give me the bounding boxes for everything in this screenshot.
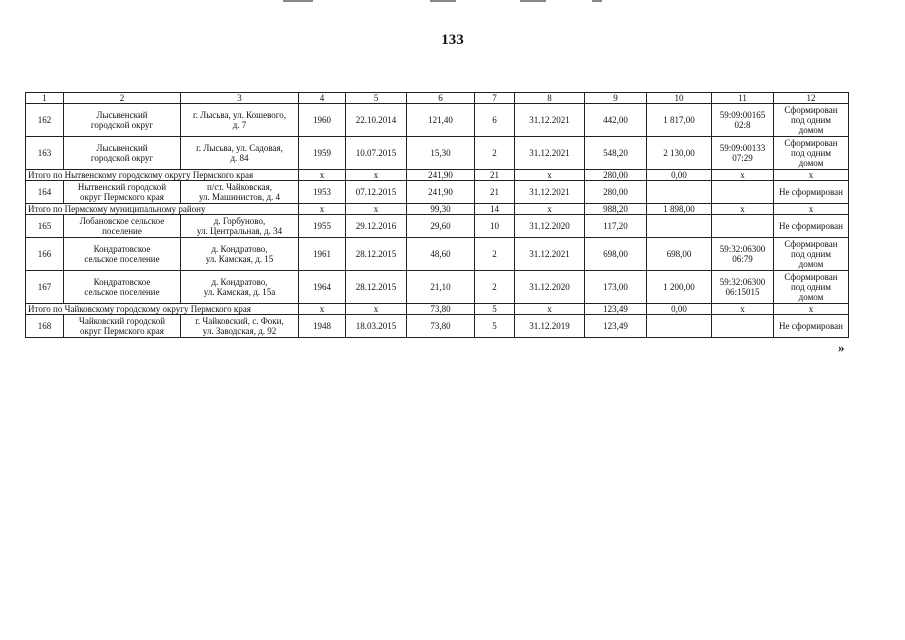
table-cell: 280,00 — [585, 181, 647, 204]
table-cell: 241,90 — [407, 181, 475, 204]
table-cell: 1948 — [299, 315, 346, 338]
column-number-cell: 7 — [475, 93, 515, 104]
table-cell: 121,40 — [407, 104, 475, 137]
column-number-row — [26, 93, 849, 104]
table-cell: 548,20 — [585, 137, 647, 170]
table-cell: 1953 — [299, 181, 346, 204]
subtotal-cell: 241,90 — [407, 170, 475, 181]
subtotal-cell: x — [515, 304, 585, 315]
table-cell: 22.10.2014 — [346, 104, 407, 137]
table-cell: Сформирован под одним домом — [774, 104, 849, 137]
table-cell: 1959 — [299, 137, 346, 170]
table-cell: 10 — [475, 215, 515, 238]
table-cell: 21,10 — [407, 271, 475, 304]
subtotal-cell: x — [299, 204, 346, 215]
table-cell: г. Чайковский, с. Фоки, ул. Заводская, д. 92 — [181, 315, 299, 338]
table-row — [26, 181, 849, 204]
subtotal-cell: x — [515, 170, 585, 181]
subtotal-cell: 123,49 — [585, 304, 647, 315]
table-cell: 10.07.2015 — [346, 137, 407, 170]
table-cell: 1 200,00 — [647, 271, 712, 304]
table-cell: 31.12.2021 — [515, 104, 585, 137]
table-cell — [712, 215, 774, 238]
subtotal-cell: 0,00 — [647, 304, 712, 315]
subtotal-label: Итого по Пермскому муниципальному району — [26, 204, 299, 215]
column-number-cell: 6 — [407, 93, 475, 104]
subtotal-cell: x — [712, 304, 774, 315]
table-cell: п/ст. Чайковская, ул. Машинистов, д. 4 — [181, 181, 299, 204]
column-number-cell: 4 — [299, 93, 346, 104]
subtotal-cell: x — [774, 170, 849, 181]
table-row — [26, 238, 849, 271]
table-cell: 21 — [475, 181, 515, 204]
table-cell: 29.12.2016 — [346, 215, 407, 238]
subtotal-cell: 21 — [475, 170, 515, 181]
table-cell — [647, 315, 712, 338]
subtotal-cell: x — [712, 204, 774, 215]
table-cell: 173,00 — [585, 271, 647, 304]
table-row — [26, 315, 849, 338]
table-cell: 2 — [475, 238, 515, 271]
table-cell: Лысьвенский городской округ — [64, 137, 181, 170]
subtotal-cell: 14 — [475, 204, 515, 215]
page-number: 133 — [441, 32, 464, 48]
table-cell — [712, 181, 774, 204]
subtotal-cell: x — [299, 304, 346, 315]
scan-artifact-2 — [430, 0, 456, 2]
table-cell: Сформирован под одним домом — [774, 271, 849, 304]
register-table-body — [26, 93, 849, 338]
table-cell: Чайковский городской округ Пермского края — [64, 315, 181, 338]
table-cell: 18.03.2015 — [346, 315, 407, 338]
column-number-cell: 5 — [346, 93, 407, 104]
table-cell: Не сформирован — [774, 181, 849, 204]
table-cell: 168 — [26, 315, 64, 338]
table-cell: 28.12.2015 — [346, 238, 407, 271]
scan-artifact-4 — [592, 0, 602, 2]
table-cell: 1964 — [299, 271, 346, 304]
table-cell: г. Лысьва, ул. Кошевого, д. 7 — [181, 104, 299, 137]
subtotal-cell: 0,00 — [647, 170, 712, 181]
table-cell: 162 — [26, 104, 64, 137]
table-cell: Сформирован под одним домом — [774, 238, 849, 271]
column-number-cell: 2 — [64, 93, 181, 104]
table-cell: 698,00 — [585, 238, 647, 271]
table-cell: 6 — [475, 104, 515, 137]
table-cell: 31.12.2021 — [515, 238, 585, 271]
column-number-cell: 3 — [181, 93, 299, 104]
table-cell: 166 — [26, 238, 64, 271]
table-cell: 31.12.2020 — [515, 215, 585, 238]
table-row — [26, 137, 849, 170]
table-cell: д. Горбуново, ул. Центральная, д. 34 — [181, 215, 299, 238]
table-row — [26, 271, 849, 304]
table-cell: 163 — [26, 137, 64, 170]
table-cell: Нытвенский городской округ Пермского края — [64, 181, 181, 204]
subtotal-cell: x — [774, 204, 849, 215]
table-cell: 117,20 — [585, 215, 647, 238]
table-cell: Кондратовское сельское поселение — [64, 238, 181, 271]
table-cell: 1955 — [299, 215, 346, 238]
table-cell: Кондратовское сельское поселение — [64, 271, 181, 304]
table-cell: 5 — [475, 315, 515, 338]
table-cell: 1 817,00 — [647, 104, 712, 137]
table-cell: 164 — [26, 181, 64, 204]
subtotal-cell: 988,20 — [585, 204, 647, 215]
table-cell — [647, 215, 712, 238]
table-cell: 442,00 — [585, 104, 647, 137]
subtotal-cell: x — [712, 170, 774, 181]
subtotal-cell: 5 — [475, 304, 515, 315]
table-cell — [647, 181, 712, 204]
column-number-cell: 8 — [515, 93, 585, 104]
register-table — [25, 92, 849, 338]
subtotal-cell: x — [346, 170, 407, 181]
scan-artifact-3 — [520, 0, 546, 2]
subtotal-cell: 99,30 — [407, 204, 475, 215]
table-row — [26, 215, 849, 238]
table-cell: 698,00 — [647, 238, 712, 271]
column-number-cell: 12 — [774, 93, 849, 104]
column-number-cell: 11 — [712, 93, 774, 104]
table-row — [26, 104, 849, 137]
table-cell: 29,60 — [407, 215, 475, 238]
table-cell: 123,49 — [585, 315, 647, 338]
subtotal-cell: 1 898,00 — [647, 204, 712, 215]
table-cell: 31.12.2021 — [515, 137, 585, 170]
table-cell: д. Кондратово, ул. Камская, д. 15а — [181, 271, 299, 304]
table-cell: 31.12.2019 — [515, 315, 585, 338]
subtotal-label: Итого по Чайковскому городскому округу Пермского края — [26, 304, 299, 315]
table-cell: Лысьвенский городской округ — [64, 104, 181, 137]
table-cell: 31.12.2021 — [515, 181, 585, 204]
table-cell: 1960 — [299, 104, 346, 137]
table-cell: 2 — [475, 271, 515, 304]
table-cell: 2 130,00 — [647, 137, 712, 170]
subtotal-cell: x — [346, 204, 407, 215]
table-cell: 59:09:00165 02:8 — [712, 104, 774, 137]
table-cell: 59:32:06300 06:15015 — [712, 271, 774, 304]
table-cell: Не сформирован — [774, 215, 849, 238]
column-number-cell: 10 — [647, 93, 712, 104]
column-number-cell: 1 — [26, 93, 64, 104]
table-cell: 59:09:00133 07:29 — [712, 137, 774, 170]
table-cell: Лобановское сельское поселение — [64, 215, 181, 238]
column-number-cell: 9 — [585, 93, 647, 104]
subtotal-cell: 73,80 — [407, 304, 475, 315]
table-cell: г. Лысьва, ул. Садовая, д. 84 — [181, 137, 299, 170]
subtotal-label: Итого по Нытвенскому городскому округу Пермского края — [26, 170, 299, 181]
subtotal-cell: x — [774, 304, 849, 315]
table-cell: 31.12.2020 — [515, 271, 585, 304]
table-cell: Не сформирован — [774, 315, 849, 338]
table-cell: 28.12.2015 — [346, 271, 407, 304]
table-cell: 15,30 — [407, 137, 475, 170]
subtotal-cell: x — [299, 170, 346, 181]
continuation-mark: » — [838, 340, 845, 355]
scan-artifact-1 — [283, 0, 313, 2]
subtotal-cell: x — [515, 204, 585, 215]
table-cell: 2 — [475, 137, 515, 170]
subtotal-row — [26, 204, 849, 215]
table-cell — [712, 315, 774, 338]
subtotal-cell: x — [346, 304, 407, 315]
table-cell: 07.12.2015 — [346, 181, 407, 204]
table-cell: 1961 — [299, 238, 346, 271]
subtotal-cell: 280,00 — [585, 170, 647, 181]
table-cell: 167 — [26, 271, 64, 304]
subtotal-row — [26, 170, 849, 181]
table-cell: Сформирован под одним домом — [774, 137, 849, 170]
table-cell: 165 — [26, 215, 64, 238]
table-cell: 73,80 — [407, 315, 475, 338]
table-cell: 59:32:06300 06:79 — [712, 238, 774, 271]
subtotal-row — [26, 304, 849, 315]
table-cell: д. Кондратово, ул. Камская, д. 15 — [181, 238, 299, 271]
table-cell: 48,60 — [407, 238, 475, 271]
